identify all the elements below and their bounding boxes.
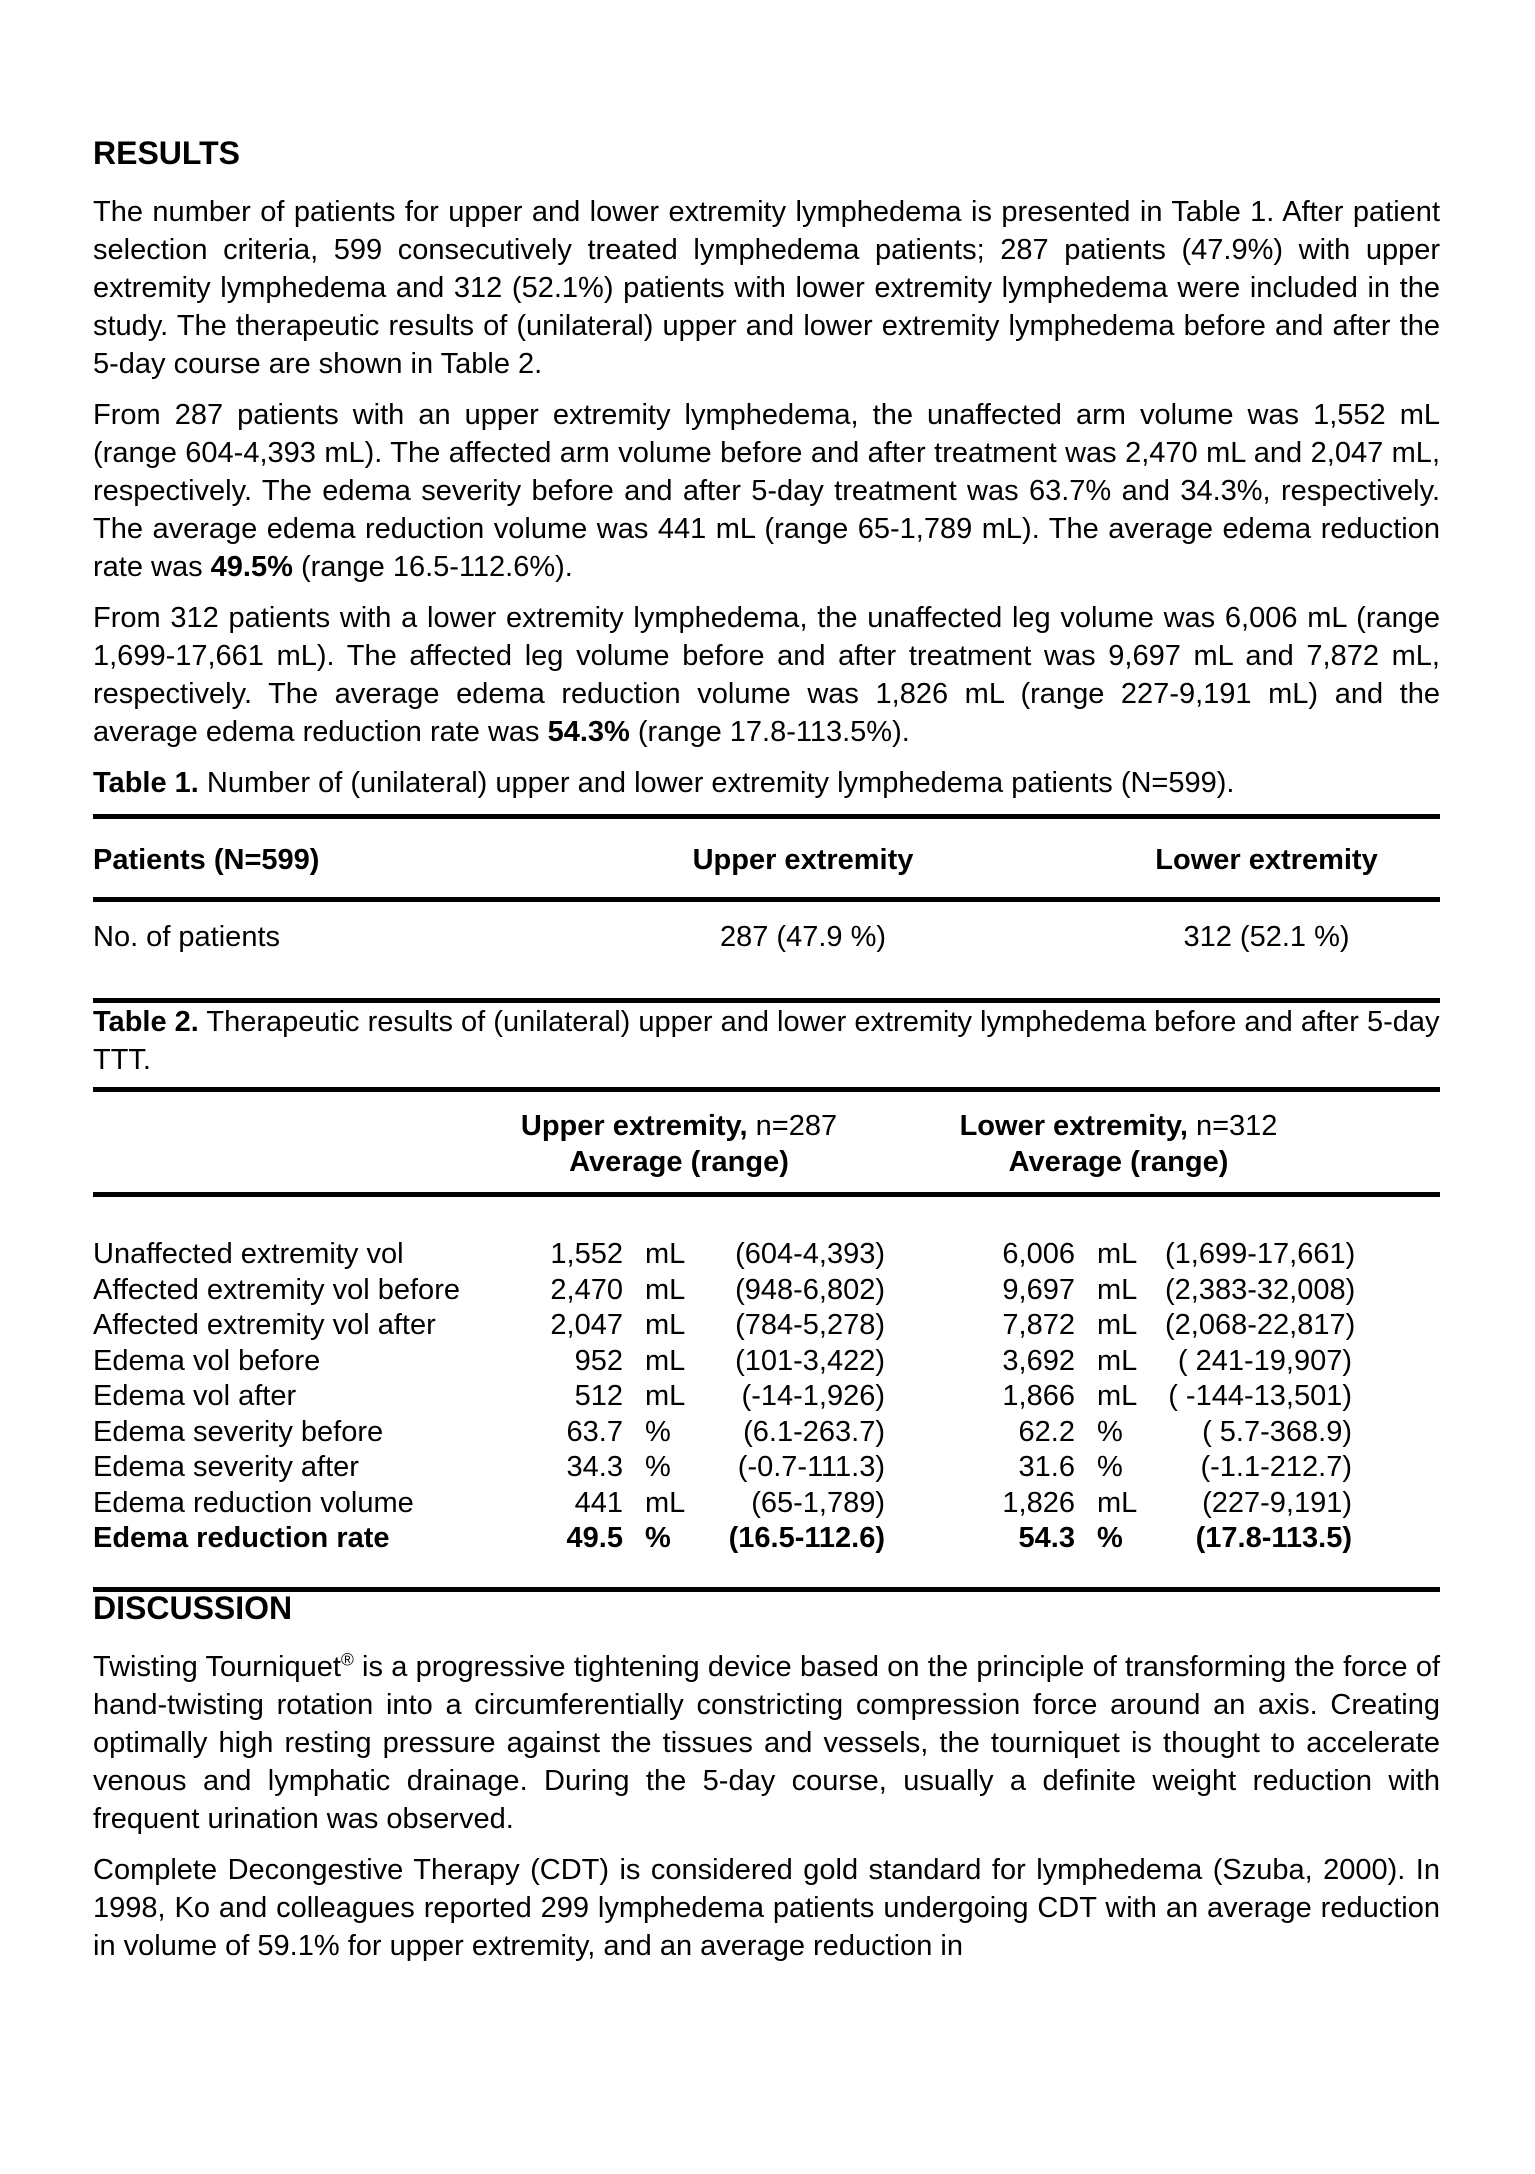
upper-unit: % xyxy=(645,1415,671,1448)
table1-upper-value: 287 (47.9 %) xyxy=(719,921,887,953)
lower-range: (2,383-32,008) xyxy=(1165,1273,1356,1306)
discussion-paragraph-1 xyxy=(93,1648,1440,1838)
table2-header-upper-title: Upper extremity, xyxy=(520,1110,748,1142)
table-row-edema-reduction-rate xyxy=(93,1521,1440,1557)
lower-range: (17.8-113.5) xyxy=(1195,1522,1352,1554)
lower-unit: mL xyxy=(1097,1238,1138,1270)
lower-range: ( 241-19,907) xyxy=(1177,1344,1352,1377)
upper-unit: mL xyxy=(645,1486,686,1519)
results-paragraph-1: The number of patients for upper and lower extremity lymphedema is presented in Table 1. After patient selection criteria, 599 consecutively treated lymphedema patients; 287 patients (47.9%) with upper extremity lymphedema and 312 (52.1%) patients with lower extremity lymphedema were included in the study. The therapeutic results of (unilateral) upper and lower extremity lymphedema before and after the 5-day course are shown in Table 2. xyxy=(93,196,1440,380)
row-label: Edema vol before xyxy=(93,1344,321,1377)
row-label: Edema vol after xyxy=(93,1380,297,1412)
bold-value: 54.3% xyxy=(547,716,630,748)
lower-range: (2,068-22,817) xyxy=(1165,1309,1356,1341)
discussion-paragraph-2: Complete Decongestive Therapy (CDT) is considered gold standard for lymphedema (Szuba, 2000). In 1998, Ko and colleagues reported 299 lymphedema patients undergoing CDT with an average reduction in volume of 59.1% for upper extremity, and an average reduction in xyxy=(93,1853,1440,1962)
upper-value: 1,552 xyxy=(550,1238,623,1270)
upper-value: 49.5 xyxy=(566,1522,623,1554)
upper-range: (101-3,422) xyxy=(735,1344,885,1377)
lower-range: ( 5.7-368.9) xyxy=(1202,1415,1352,1448)
row-label: Edema severity after xyxy=(93,1451,359,1483)
upper-range: (784-5,278) xyxy=(735,1309,885,1341)
lower-unit: % xyxy=(1097,1522,1123,1554)
table-row xyxy=(93,1415,1440,1451)
lower-range: (1,699-17,661) xyxy=(1165,1238,1356,1270)
upper-unit: mL xyxy=(645,1273,686,1306)
table-row xyxy=(93,1486,1440,1522)
table2-header-upper-n: n=287 xyxy=(747,1110,838,1142)
paragraph-text: (range 17.8-113.5%). xyxy=(629,716,910,748)
table2-header-upper-sub: Average (range) xyxy=(569,1146,789,1178)
upper-range: (604-4,393) xyxy=(735,1238,885,1270)
lower-unit: mL xyxy=(1097,1309,1138,1341)
upper-value: 2,047 xyxy=(550,1309,623,1341)
lower-value: 62.2 xyxy=(1018,1415,1075,1448)
lower-value: 1,826 xyxy=(1002,1486,1075,1519)
table-row xyxy=(93,1450,1440,1486)
lower-value: 1,866 xyxy=(1002,1380,1075,1412)
upper-value: 512 xyxy=(574,1380,623,1412)
table1-caption-label: Table 1. xyxy=(93,767,199,799)
results-paragraph-2 xyxy=(93,396,1440,586)
results-heading: RESULTS xyxy=(93,135,240,171)
lower-unit: % xyxy=(1097,1451,1123,1483)
lower-unit: mL xyxy=(1097,1344,1138,1377)
row-label: Edema severity before xyxy=(93,1415,384,1448)
paragraph-text: From 312 patients with a lower extremity lymphedema, the unaffected leg volume was 6,006 mL (range 1,699-17,661 mL). The affected leg volume before and after treatment was 9,697 mL and 7,872 mL, respectively. The average edema reduction volume was 1,826 mL (range 227-9,191 mL) and the average edema reduction rate was xyxy=(93,602,1440,748)
table2-body xyxy=(93,1197,1440,1587)
table2-header-upper xyxy=(473,1108,885,1180)
table2-caption-label: Table 2. xyxy=(93,1006,199,1038)
upper-value: 34.3 xyxy=(566,1451,623,1483)
lower-range: (-1.1-212.7) xyxy=(1200,1451,1352,1483)
registered-trademark-symbol: ® xyxy=(340,1648,354,1669)
lower-value: 3,692 xyxy=(1002,1344,1075,1377)
upper-unit: mL xyxy=(645,1238,686,1270)
table2 xyxy=(93,1087,1440,1592)
table2-header-lower-title: Lower extremity, xyxy=(959,1110,1188,1142)
table2-header-row xyxy=(93,1092,1440,1197)
table2-header-lower-n: n=312 xyxy=(1187,1110,1278,1142)
table2-header-lower xyxy=(885,1108,1352,1180)
row-label: Edema reduction rate xyxy=(93,1522,390,1554)
table1-caption-text: Number of (unilateral) upper and lower extremity lymphedema patients (N=599). xyxy=(198,767,1235,799)
upper-unit: mL xyxy=(645,1309,686,1341)
upper-range: (948-6,802) xyxy=(735,1273,885,1306)
table2-header-lower-sub: Average (range) xyxy=(1008,1146,1229,1178)
table-row xyxy=(93,1379,1440,1415)
table1 xyxy=(93,814,1440,1003)
table-row xyxy=(93,1273,1440,1309)
lower-range: (227-9,191) xyxy=(1202,1486,1352,1519)
table1-header-row xyxy=(93,819,1440,902)
upper-unit: % xyxy=(645,1451,671,1483)
paragraph-text: (range 16.5-112.6%). xyxy=(292,551,573,583)
row-label: Unaffected extremity vol xyxy=(93,1238,404,1270)
lower-value: 6,006 xyxy=(1002,1238,1075,1270)
table-row xyxy=(93,1308,1440,1344)
paragraph-text: From 287 patients with an upper extremity lymphedema, the unaffected arm volume was 1,552 mL (range 604-4,393 mL). The affected arm volume before and after treatment was 2,470 mL and 2,047 mL, respectively. The edema severity before and after 5-day treatment was 63.7% and 34.3%, respectively. The average edema reduction volume was 441 mL (range 65-1,789 mL). The average edema reduction rate was xyxy=(93,399,1440,583)
table-row xyxy=(93,1237,1440,1273)
upper-unit: mL xyxy=(645,1344,686,1377)
row-label: Affected extremity vol before xyxy=(93,1273,460,1306)
table1-header-lower: Lower extremity xyxy=(1155,844,1378,876)
upper-value: 63.7 xyxy=(566,1415,623,1448)
results-paragraph-3 xyxy=(93,599,1440,751)
table1-header-patients: Patients (N=599) xyxy=(93,844,320,876)
table2-caption xyxy=(93,1003,1440,1079)
lower-value: 31.6 xyxy=(1018,1451,1075,1483)
paragraph-text: Twisting Tourniquet xyxy=(93,1650,341,1683)
table1-lower-value: 312 (52.1 %) xyxy=(1183,921,1350,953)
lower-value: 7,872 xyxy=(1002,1309,1075,1341)
table-row xyxy=(93,1344,1440,1380)
lower-unit: % xyxy=(1097,1415,1123,1448)
upper-range: (-14-1,926) xyxy=(741,1380,885,1412)
discussion-heading: DISCUSSION xyxy=(93,1589,293,1626)
upper-unit: mL xyxy=(645,1380,686,1412)
table2-header-spacer xyxy=(93,1108,473,1180)
upper-range: (-0.7-111.3) xyxy=(737,1451,885,1483)
row-label: Affected extremity vol after xyxy=(93,1309,436,1341)
upper-value: 441 xyxy=(574,1486,623,1519)
upper-unit: % xyxy=(645,1522,671,1554)
lower-value: 54.3 xyxy=(1018,1522,1075,1554)
lower-unit: mL xyxy=(1097,1486,1138,1519)
row-label: Edema reduction volume xyxy=(93,1486,414,1519)
table-row xyxy=(93,902,1440,998)
lower-unit: mL xyxy=(1097,1273,1138,1306)
table1-header-upper: Upper extremity xyxy=(692,844,914,876)
lower-unit: mL xyxy=(1097,1380,1138,1412)
table1-row-label: No. of patients xyxy=(93,921,280,953)
table1-caption xyxy=(93,764,1440,802)
paragraph-text: is a progressive tightening device based on the principle of transforming the force of hand-twisting rotation into a circumferentially constricting compression force around an axis. Creating optimally high resting pressure against the tissues and vessels, the tourniquet is thought to accelerate venous and lymphatic drainage. During the 5-day course, usually a definite weight reduction with frequent urination was observed. xyxy=(93,1650,1441,1835)
upper-value: 2,470 xyxy=(550,1273,623,1306)
upper-range: (65-1,789) xyxy=(751,1486,885,1519)
table2-caption-text: Therapeutic results of (unilateral) upper and lower extremity lymphedema before and after 5-day TTT. xyxy=(93,1006,1440,1076)
bold-value: 49.5% xyxy=(210,551,293,583)
upper-value: 952 xyxy=(574,1344,623,1377)
lower-value: 9,697 xyxy=(1002,1273,1075,1306)
upper-range: (16.5-112.6) xyxy=(728,1522,885,1554)
upper-range: (6.1-263.7) xyxy=(743,1415,885,1448)
lower-range: ( -144-13,501) xyxy=(1168,1380,1352,1412)
